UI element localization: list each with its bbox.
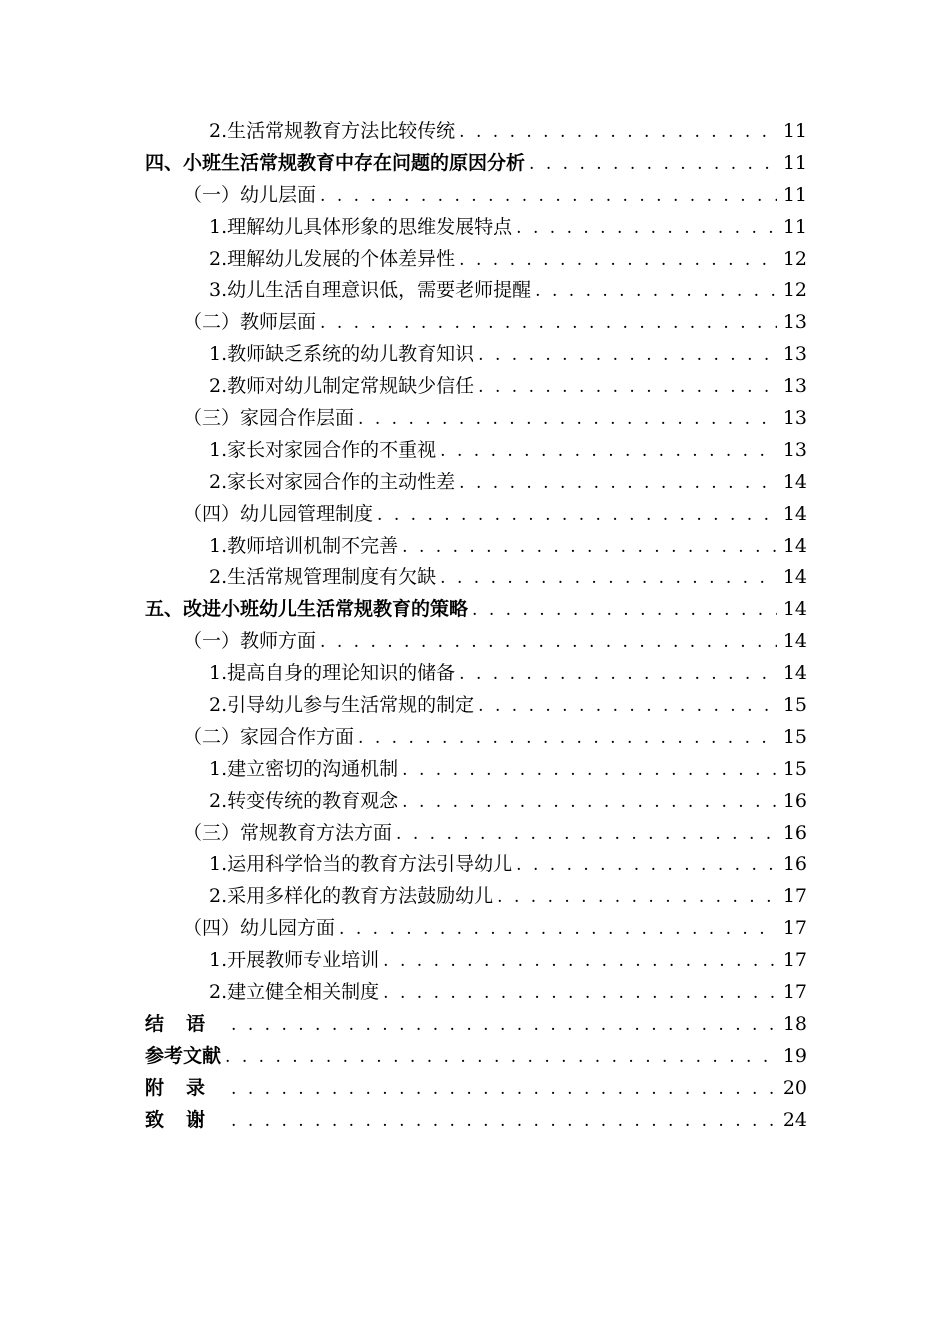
- toc-entry[interactable]: [145, 1105, 807, 1137]
- toc-entry-title: （一）幼儿层面: [183, 183, 317, 206]
- toc-dot-leader: [320, 308, 777, 340]
- toc-entry-title: 2.转变传统的教育观念: [209, 789, 399, 812]
- toc-entry-title: 致谢: [145, 1108, 228, 1131]
- toc-entry[interactable]: [145, 562, 807, 594]
- toc-entry-title: 3.幼儿生活自理意识低，需要老师提醒: [209, 279, 532, 302]
- toc-dot-leader: [383, 978, 777, 1010]
- toc-entry-title: 2.家长对家园合作的主动性差: [209, 470, 456, 493]
- toc-entry[interactable]: [145, 881, 807, 913]
- toc-dot-leader: [320, 181, 777, 213]
- toc-entry-title: 2.教师对幼儿制定常规缺少信任: [209, 375, 475, 398]
- toc-entry-title: 2.采用多样化的教育方法鼓励幼儿: [209, 885, 494, 908]
- toc-entry-page-number: 13: [782, 343, 807, 366]
- toc-entry[interactable]: [145, 658, 807, 690]
- toc-dot-leader: [231, 1074, 777, 1106]
- toc-entry-page-number: 13: [782, 375, 807, 398]
- toc-dot-leader: [497, 882, 777, 914]
- toc-dot-leader: [231, 1106, 777, 1138]
- toc-entry-title: 1.建立密切的沟通机制: [209, 757, 399, 780]
- toc-entry-page-number: 14: [782, 566, 807, 589]
- toc-entry-page-number: 12: [782, 279, 807, 302]
- toc-entry-page-number: 14: [782, 662, 807, 685]
- toc-entry-title: （二）教师层面: [183, 311, 317, 334]
- toc-entry[interactable]: [145, 690, 807, 722]
- toc-dot-leader: [516, 213, 777, 245]
- toc-entry-title: 附录: [145, 1076, 228, 1099]
- toc-entry-page-number: 17: [782, 981, 807, 1004]
- toc-entry-page-number: 17: [782, 885, 807, 908]
- toc-entry[interactable]: [145, 849, 807, 881]
- toc-entry[interactable]: [145, 722, 807, 754]
- toc-entry-page-number: 14: [782, 630, 807, 653]
- toc-entry-page-number: 20: [782, 1076, 807, 1099]
- toc-entry-page-number: 13: [782, 407, 807, 430]
- toc-dot-leader: [529, 149, 777, 181]
- toc-dot-leader: [459, 245, 777, 277]
- toc-dot-leader: [472, 595, 777, 627]
- toc-entry-title: 2.理解幼儿发展的个体差异性: [209, 247, 456, 270]
- toc-dot-leader: [478, 372, 777, 404]
- toc-entry-title: 五、改进小班幼儿生活常规教育的策略: [145, 598, 469, 621]
- toc-entry[interactable]: [145, 786, 807, 818]
- toc-dot-leader: [358, 404, 777, 436]
- toc-entry[interactable]: [145, 499, 807, 531]
- toc-entry-title: 2.建立健全相关制度: [209, 981, 380, 1004]
- toc-entry[interactable]: [145, 371, 807, 403]
- toc-entry-title: 1.教师缺乏系统的幼儿教育知识: [209, 343, 475, 366]
- toc-dot-leader: [516, 850, 777, 882]
- toc-entry-page-number: 12: [782, 247, 807, 270]
- toc-entry-title: （三）家园合作层面: [183, 407, 355, 430]
- toc-entry-page-number: 14: [782, 534, 807, 557]
- toc-entry-page-number: 19: [782, 1044, 807, 1067]
- toc-dot-leader: [478, 691, 777, 723]
- toc-entry-title: 结语: [145, 1012, 228, 1035]
- toc-entry[interactable]: [145, 818, 807, 850]
- toc-entry[interactable]: [145, 403, 807, 435]
- toc-dot-leader: [478, 340, 777, 372]
- toc-entry-page-number: 14: [782, 502, 807, 525]
- toc-dot-leader: [358, 723, 777, 755]
- toc-entry-title: （四）幼儿园管理制度: [183, 502, 374, 525]
- toc-entry-page-number: 17: [782, 949, 807, 972]
- toc-dot-leader: [459, 117, 777, 149]
- toc-entry-title: 2.生活常规管理制度有欠缺: [209, 566, 437, 589]
- toc-entry-title: （二）家园合作方面: [183, 725, 355, 748]
- toc-entry[interactable]: [145, 594, 807, 626]
- toc-entry-title: 1.提高自身的理论知识的储备: [209, 662, 456, 685]
- toc-dot-leader: [459, 659, 777, 691]
- toc-entry-page-number: 16: [782, 821, 807, 844]
- toc-entry-title: （一）教师方面: [183, 630, 317, 653]
- toc-dot-leader: [402, 787, 777, 819]
- toc-entry-title: （三）常规教育方法方面: [183, 821, 393, 844]
- toc-entry[interactable]: [145, 244, 807, 276]
- toc-entry-title: 1.教师培训机制不完善: [209, 534, 399, 557]
- toc-entry-title: 2.引导幼儿参与生活常规的制定: [209, 694, 475, 717]
- toc-dot-leader: [440, 436, 777, 468]
- toc-entry[interactable]: [145, 626, 807, 658]
- toc-entry-title: 四、小班生活常规教育中存在问题的原因分析: [145, 151, 526, 174]
- toc-entry-title: （四）幼儿园方面: [183, 917, 336, 940]
- toc-entry-page-number: 11: [782, 215, 807, 238]
- toc-entry-page-number: 11: [782, 183, 807, 206]
- toc-entry[interactable]: [145, 339, 807, 371]
- toc-entry-title: 1.开展教师专业培训: [209, 949, 380, 972]
- toc-dot-leader: [225, 1042, 777, 1074]
- toc-entry-page-number: 11: [782, 120, 807, 142]
- table-of-contents: [145, 116, 807, 1137]
- toc-entry[interactable]: [145, 754, 807, 786]
- toc-entry-title: 1.家长对家园合作的不重视: [209, 438, 437, 461]
- toc-entry[interactable]: [145, 977, 807, 1009]
- toc-entry[interactable]: [145, 913, 807, 945]
- toc-entry[interactable]: [145, 180, 807, 212]
- toc-entry-title: 1.运用科学恰当的教育方法引导幼儿: [209, 853, 513, 876]
- toc-entry-page-number: 18: [782, 1012, 807, 1035]
- toc-entry-title: 2.生活常规教育方法比较传统: [209, 120, 456, 142]
- toc-entry[interactable]: [145, 275, 807, 307]
- toc-dot-leader: [383, 946, 777, 978]
- toc-entry[interactable]: [145, 1073, 807, 1105]
- toc-entry[interactable]: [145, 435, 807, 467]
- toc-dot-leader: [535, 276, 777, 308]
- toc-entry-page-number: 17: [782, 917, 807, 940]
- toc-entry-page-number: 13: [782, 438, 807, 461]
- toc-entry[interactable]: [145, 531, 807, 563]
- toc-entry-title: 1.理解幼儿具体形象的思维发展特点: [209, 215, 513, 238]
- toc-entry[interactable]: [145, 945, 807, 977]
- toc-entry-page-number: 14: [782, 470, 807, 493]
- toc-entry[interactable]: [145, 116, 807, 148]
- toc-entry[interactable]: [145, 1041, 807, 1073]
- toc-entry[interactable]: [145, 148, 807, 180]
- toc-dot-leader: [402, 532, 777, 564]
- toc-dot-leader: [339, 914, 777, 946]
- toc-dot-leader: [459, 468, 777, 500]
- toc-entry-title: 参考文献: [145, 1044, 222, 1067]
- toc-entry-page-number: 15: [782, 694, 807, 717]
- toc-entry-page-number: 15: [782, 725, 807, 748]
- toc-dot-leader: [320, 627, 777, 659]
- toc-entry-page-number: 13: [782, 311, 807, 334]
- toc-dot-leader: [396, 819, 777, 851]
- toc-entry-page-number: 24: [782, 1108, 807, 1131]
- toc-entry[interactable]: [145, 1009, 807, 1041]
- toc-dot-leader: [231, 1010, 777, 1042]
- toc-dot-leader: [440, 563, 777, 595]
- toc-entry-page-number: 16: [782, 789, 807, 812]
- toc-entry-page-number: 15: [782, 757, 807, 780]
- toc-entry[interactable]: [145, 212, 807, 244]
- toc-dot-leader: [377, 500, 777, 532]
- toc-dot-leader: [402, 755, 777, 787]
- toc-entry-page-number: 16: [782, 853, 807, 876]
- toc-entry-page-number: 11: [782, 151, 807, 174]
- toc-entry[interactable]: [145, 467, 807, 499]
- toc-entry-page-number: 14: [782, 598, 807, 621]
- toc-entry[interactable]: [145, 307, 807, 339]
